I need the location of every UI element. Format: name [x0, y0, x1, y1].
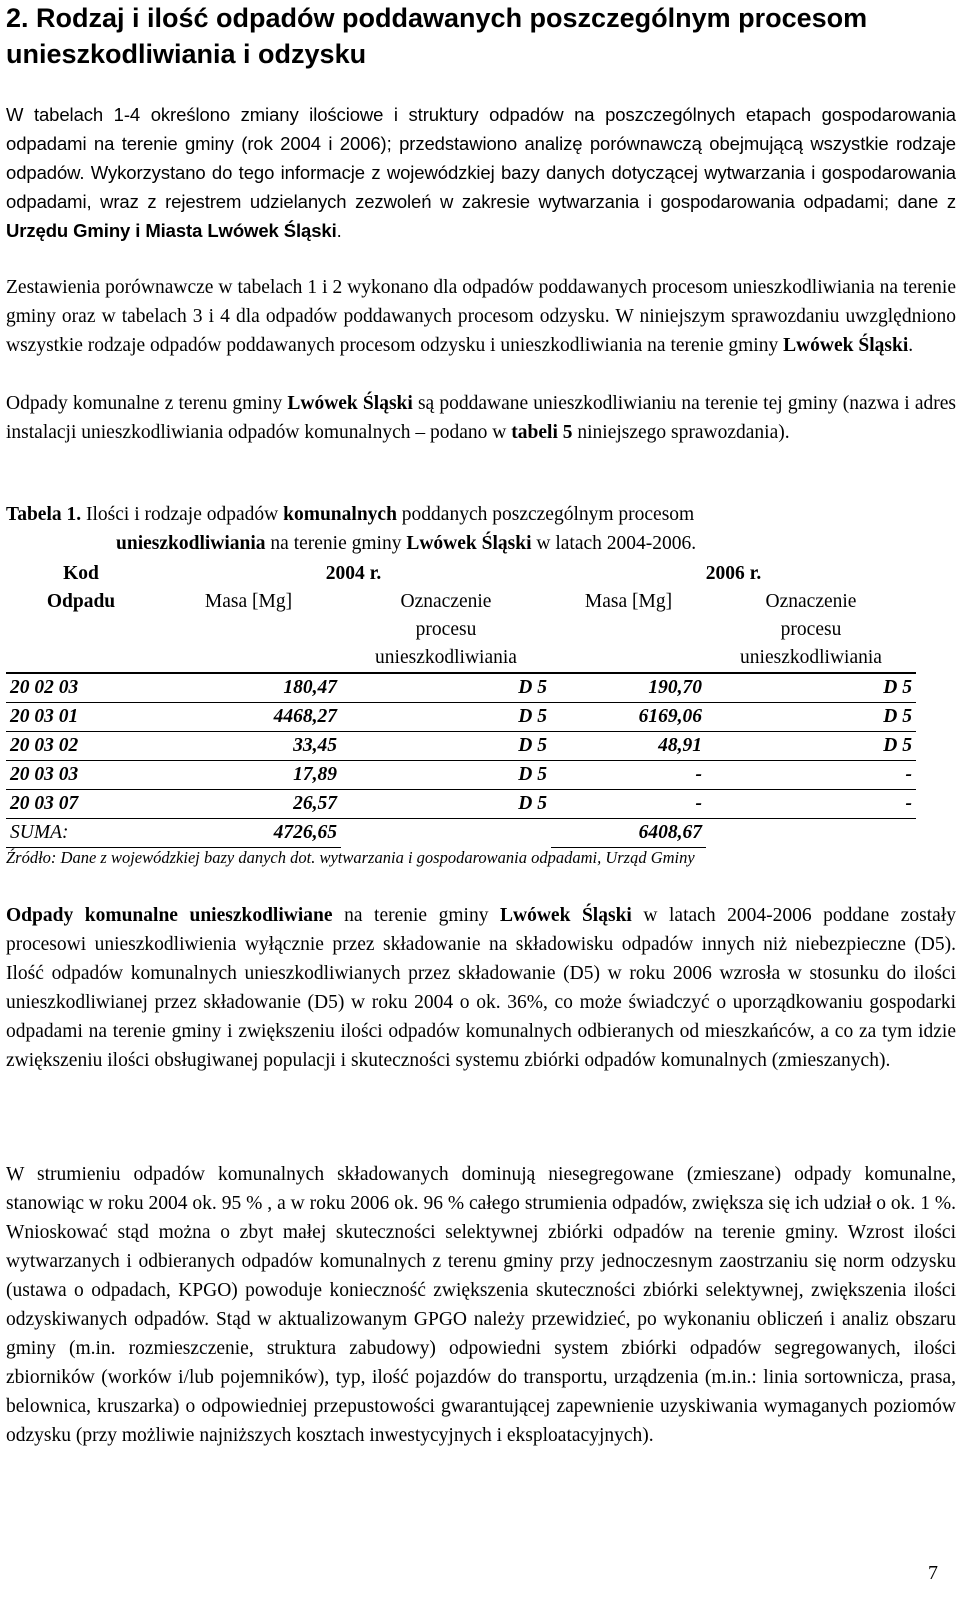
sum-label: SUMA: — [6, 819, 156, 848]
table-row: 20 03 03 17,89 D 5 - - — [6, 761, 916, 790]
intro-paragraph-2: Zestawienia porównawcze w tabelach 1 i 2 wykonano dla odpadów poddawanych procesom unieszkodliwiania na terenie gminy oraz w tabelach 3 i 4 dla odpadów poddawanych procesom odzysku. W niniejszym sprawozdaniu uwzględniono wszystkie rodzaje odpadów poddawanych procesom odzysku i unieszkodliwiania na terenie gminy Lwówek Śląski. — [6, 277, 956, 356]
sum-2004: 4726,65 — [156, 819, 341, 848]
section-heading: 2. Rodzaj i ilość odpadów poddawanych poszczególnym procesom unieszkodliwiania i odzysku — [6, 3, 868, 69]
analysis-paragraph-1: Odpady komunalne unieszkodliwiane na terenie gminy Lwówek Śląski w latach 2004-2006 poddane zostały procesowi unieszkodliwienia wyłącznie przez składowanie na składowisku odpadów innych niż niebezpieczne (D5). Ilość odpadów komunalnych unieszkodliwianych przez składowanie (D5) w roku 2006 wzrosła w stosunku do ilości unieszkodliwianej przez składowanie (D5) w roku 2004 o ok. 36%, co może świadczyć o uporządkowaniu gospodarki odpadami na terenie gminy i zwiększeniu ilości odpadów komunalnych odbieranych od mieszkańców, a co za tym idzie zwiększeniu ilości obsługiwanej populacji i skuteczności systemu zbiórki odpadów komunalnych (zmieszanych). — [6, 905, 956, 1071]
table-row: 20 03 07 26,57 D 5 - - — [6, 790, 916, 819]
header-process-2004: Oznaczenie procesu unieszkodliwiania — [341, 588, 551, 673]
table-sum-row — [6, 819, 916, 848]
intro-paragraph-3: Odpady komunalne z terenu gminy Lwówek Śląski są poddawane unieszkodliwianiu na terenie tej gminy (nazwa i adres instalacji unieszkodliwiania odpadów komunalnych – podano w tabeli 5 niniejszego sprawozdania). — [6, 393, 956, 443]
header-masa-2006: Masa [Mg] — [551, 588, 706, 673]
waste-table — [6, 560, 916, 848]
table-row: 20 02 03 180,47 D 5 190,70 D 5 — [6, 673, 916, 703]
header-odpadu: Odpadu — [6, 588, 156, 673]
table-row: 20 03 02 33,45 D 5 48,91 D 5 — [6, 732, 916, 761]
table-source-note: Źródło: Dane z wojewódzkiej bazy danych dot. wytwarzania i gospodarowania odpadami, Urząd Gminy — [6, 848, 695, 867]
table-caption: Tabela 1. Ilości i rodzaje odpadów komunalnych poddanych poszczególnym procesom unieszkodliwiania na terenie gminy Lwówek Śląski w latach 2004-2006. — [6, 504, 697, 554]
page-number: 7 — [928, 1562, 938, 1584]
header-year-2004: 2004 r. — [325, 563, 382, 584]
intro-paragraph-1: W tabelach 1-4 określono zmiany ilościowe i struktury odpadów na poszczególnych etapach gospodarowania odpadami na terenie gminy (rok 2004 i 2006); przedstawiono analizę porównawczą obejmującą wszystkie rodzaje odpadów. Wykorzystano do tego informacje z wojewódzkiej bazy danych dotyczącej wytwarzania i gospodarowania odpadami, wraz z rejestrem udzielanych zezwoleń w zakresie wytwarzania i gospodarowania odpadami; dane z Urzędu Gminy i Miasta Lwówek Śląski. — [6, 104, 956, 241]
header-year-2006: 2006 r. — [705, 563, 762, 584]
sum-2006: 6408,67 — [551, 819, 706, 848]
header-process-2006: Oznaczenie procesu unieszkodliwiania — [706, 588, 916, 673]
analysis-paragraph-2: W strumieniu odpadów komunalnych składowanych dominują niesegregowane (zmieszane) odpady komunalne, stanowiąc w roku 2004 ok. 95 % , a w roku 2006 ok. 96 % całego strumienia odpadów, zwiększa się ich udział o ok. 1 %. Wnioskować stąd można o zbyt małej skuteczności selektywnej zbiórki odpadów na terenie gminy. Wzrost ilości wytwarzanych i odbieranych odpadów komunalnych z terenu gminy przy jednoczesnym zaostrzaniu się norm odzysku (ustawa o odpadach, KPGO) powoduje konieczność zwiększenia skuteczności zbiórki selektywnej, zwiększenia ilości odzyskiwanych odpadów. Stąd w aktualizowanym GPGO należy przewidzieć, po wykonaniu obliczeń i analiz obszaru gminy (m.in. rozmieszczenie, struktura zabudowy) odpowiedni system zbiórki odpadów segregowanych, ilości zbiorników (worków i/lub pojemników), typ, ilość pojazdów do transportu, urządzenia (m.in.: linia sortownicza, prasa, belownica, kruszarka) o odpowiedniej przepustowości gwarantującej zapewnienie uzyskiwania wymaganych poziomów odzysku (przy możliwie najniższych kosztach inwestycyjnych i eksploatacyjnych). — [6, 1164, 956, 1446]
table-row: 20 03 01 4468,27 D 5 6169,06 D 5 — [6, 703, 916, 732]
header-kod: Kod — [63, 563, 99, 584]
header-masa-2004: Masa [Mg] — [156, 588, 341, 673]
